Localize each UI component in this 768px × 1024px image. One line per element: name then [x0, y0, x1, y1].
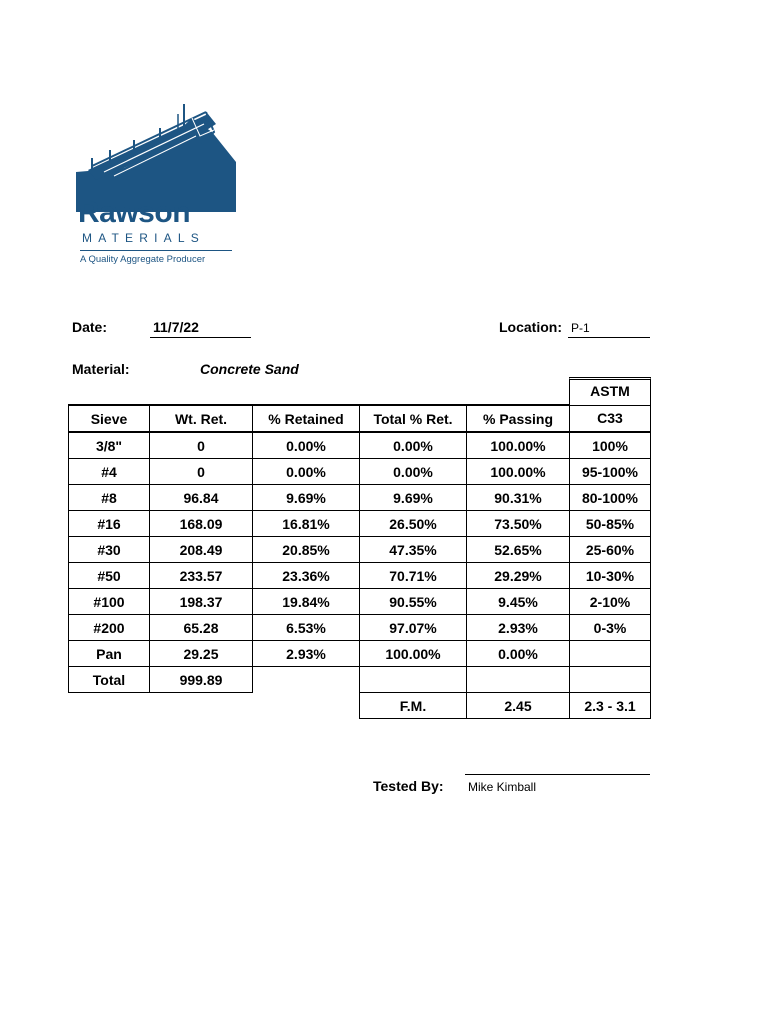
table-cell: 9.69% [360, 485, 467, 511]
table-cell: 29.29% [467, 563, 570, 589]
table-row [69, 485, 651, 511]
table-cell: 95-100% [570, 459, 651, 485]
table-cell: #8 [69, 485, 150, 511]
column-header: C33 [570, 405, 651, 432]
table-cell: #100 [69, 589, 150, 615]
material-value: Concrete Sand [200, 361, 299, 377]
table-cell: 26.50% [360, 511, 467, 537]
table-cell: 50-85% [570, 511, 651, 537]
tested-by-label: Tested By: [373, 778, 444, 794]
location-field [568, 319, 650, 338]
table-cell: 100.00% [360, 641, 467, 667]
signature-line [465, 758, 650, 775]
table-cell: #200 [69, 615, 150, 641]
table-cell: 100% [570, 432, 651, 459]
table-cell: 70.71% [360, 563, 467, 589]
tested-by-value: Mike Kimball [468, 780, 537, 794]
table-cell: 0.00% [360, 432, 467, 459]
table-cell: 233.57 [150, 563, 253, 589]
column-header: Wt. Ret. [150, 405, 253, 432]
empty-cell [467, 667, 570, 693]
table-cell: 96.84 [150, 485, 253, 511]
table-cell: 168.09 [150, 511, 253, 537]
table-cell: 3/8" [69, 432, 150, 459]
table-header-row [69, 405, 651, 432]
table-cell: #4 [69, 459, 150, 485]
table-cell: 2.93% [253, 641, 360, 667]
empty-cell [570, 667, 651, 693]
empty-cell [69, 693, 150, 719]
logo-divider [80, 250, 232, 251]
table-cell: 9.45% [467, 589, 570, 615]
table-cell: Pan [69, 641, 150, 667]
table-cell: 25-60% [570, 537, 651, 563]
table-cell: 80-100% [570, 485, 651, 511]
date-label: Date: [72, 319, 108, 335]
table-row [69, 641, 651, 667]
column-header: Sieve [69, 405, 150, 432]
table-cell: 29.25 [150, 641, 253, 667]
total-value: 999.89 [150, 667, 253, 693]
table-row [69, 537, 651, 563]
table-cell: #50 [69, 563, 150, 589]
table-cell: 0.00% [360, 459, 467, 485]
table-cell: 0-3% [570, 615, 651, 641]
table-cell: 90.55% [360, 589, 467, 615]
location-label: Location: [499, 319, 562, 335]
table-cell: 16.81% [253, 511, 360, 537]
logo-name: Rawson [78, 196, 191, 229]
table-cell: 100.00% [467, 459, 570, 485]
empty-cell [253, 667, 360, 693]
table-cell: 0.00% [253, 459, 360, 485]
table-row [69, 563, 651, 589]
logo-tagline: A Quality Aggregate Producer [80, 254, 206, 265]
table-cell: 90.31% [467, 485, 570, 511]
table-cell: 47.35% [360, 537, 467, 563]
empty-cell [360, 667, 467, 693]
table-cell: #30 [69, 537, 150, 563]
table-cell: 0 [150, 432, 253, 459]
table-row [69, 432, 651, 459]
table-cell: 52.65% [467, 537, 570, 563]
column-header: % Passing [467, 405, 570, 432]
table-cell: 0 [150, 459, 253, 485]
table-cell: 208.49 [150, 537, 253, 563]
table-cell: 198.37 [150, 589, 253, 615]
table-cell [570, 641, 651, 667]
astm-label: ASTM [590, 383, 630, 399]
empty-cell [150, 693, 253, 719]
table-cell: 100.00% [467, 432, 570, 459]
astm-header-cell [569, 377, 651, 406]
fm-label: F.M. [360, 693, 467, 719]
table-cell: 20.85% [253, 537, 360, 563]
table-row [69, 589, 651, 615]
column-header: Total % Ret. [360, 405, 467, 432]
table-cell: #16 [69, 511, 150, 537]
table-cell: 0.00% [253, 432, 360, 459]
location-value: P-1 [571, 321, 590, 335]
total-row [69, 667, 651, 693]
fineness-modulus-row [69, 693, 651, 719]
table-cell: 65.28 [150, 615, 253, 641]
table-cell: 2.93% [467, 615, 570, 641]
table-cell: 97.07% [360, 615, 467, 641]
table-row [69, 511, 651, 537]
logo-subtitle: MATERIALS [82, 231, 205, 245]
table-cell: 73.50% [467, 511, 570, 537]
date-value: 11/7/22 [153, 319, 199, 335]
table-cell: 9.69% [253, 485, 360, 511]
table-cell: 23.36% [253, 563, 360, 589]
column-header: % Retained [253, 405, 360, 432]
total-label: Total [69, 667, 150, 693]
date-field [150, 319, 251, 338]
fm-value: 2.45 [467, 693, 570, 719]
fm-spec: 2.3 - 3.1 [570, 693, 651, 719]
table-cell: 19.84% [253, 589, 360, 615]
table-row [69, 459, 651, 485]
table-cell: 6.53% [253, 615, 360, 641]
empty-cell [253, 693, 360, 719]
table-cell: 10-30% [570, 563, 651, 589]
material-label: Material: [72, 361, 130, 377]
sieve-analysis-table [68, 404, 651, 719]
table-cell: 0.00% [467, 641, 570, 667]
table-cell: 2-10% [570, 589, 651, 615]
table-row [69, 615, 651, 641]
